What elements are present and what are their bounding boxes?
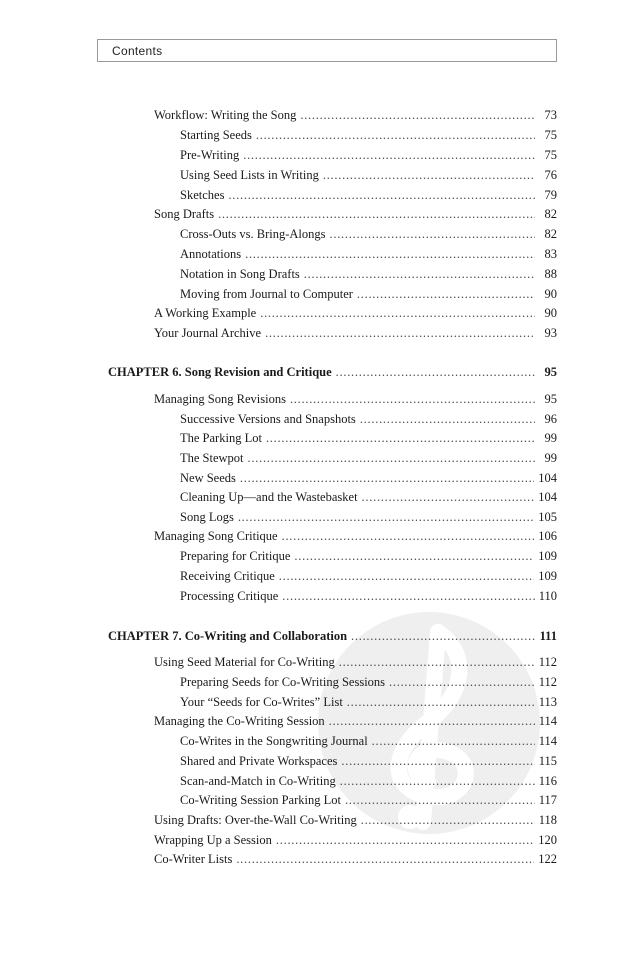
toc-entry-page: 113 bbox=[538, 695, 557, 709]
toc-entry bbox=[154, 304, 557, 322]
toc-entry-title: Using Drafts: Over-the-Wall Co-Writing bbox=[154, 813, 357, 827]
dot-leader bbox=[389, 673, 535, 691]
toc-entry bbox=[154, 527, 557, 545]
dot-leader bbox=[276, 831, 534, 849]
toc-entry bbox=[180, 567, 557, 585]
toc-entry bbox=[180, 410, 557, 428]
dot-leader bbox=[351, 627, 535, 645]
toc-entry bbox=[154, 811, 557, 829]
toc-entry-title: Your Journal Archive bbox=[154, 326, 262, 340]
dot-leader bbox=[294, 547, 534, 565]
toc-entry-page: 117 bbox=[538, 793, 557, 807]
toc-entry-page: 118 bbox=[538, 813, 557, 827]
dot-leader bbox=[361, 811, 535, 829]
toc-entry bbox=[180, 772, 557, 790]
toc-entry-title: Starting Seeds bbox=[180, 128, 252, 142]
toc-entry-page: 75 bbox=[544, 128, 557, 142]
toc-entry-title: Using Seed Lists in Writing bbox=[180, 168, 319, 182]
toc-entry-title: CHAPTER 7. Co-Writing and Collaboration bbox=[108, 629, 348, 643]
toc-entry-page: 112 bbox=[538, 675, 557, 689]
toc-entry-title: Preparing for Critique bbox=[180, 549, 291, 563]
toc-entry-title: Co-Writer Lists bbox=[154, 852, 233, 866]
toc-entry-title: Processing Critique bbox=[180, 589, 279, 603]
toc-entry bbox=[154, 205, 557, 223]
dot-leader bbox=[248, 449, 535, 467]
toc-entry-page: 110 bbox=[538, 589, 557, 603]
toc-entry-title: Song Logs bbox=[180, 510, 234, 524]
toc-entry-title: Managing Song Critique bbox=[154, 529, 278, 543]
toc-entry-page: 99 bbox=[544, 431, 557, 445]
toc-entry-page: 75 bbox=[544, 148, 557, 162]
toc-entry-page: 112 bbox=[538, 655, 557, 669]
toc-entry-title: Cross-Outs vs. Bring-Alongs bbox=[180, 227, 326, 241]
dot-leader bbox=[228, 186, 535, 204]
dot-leader bbox=[256, 126, 535, 144]
dot-leader bbox=[345, 791, 535, 809]
toc-entry-page: 122 bbox=[538, 852, 557, 866]
toc-entry-title: New Seeds bbox=[180, 471, 236, 485]
toc-entry bbox=[180, 508, 557, 526]
toc-entry-title: Preparing Seeds for Co-Writing Sessions bbox=[180, 675, 386, 689]
dot-leader bbox=[336, 363, 535, 381]
toc-entry bbox=[180, 673, 557, 691]
dot-leader bbox=[330, 225, 536, 243]
toc-entry-title: Co-Writes in the Songwriting Journal bbox=[180, 734, 368, 748]
dot-leader bbox=[236, 850, 534, 868]
toc-entry bbox=[154, 712, 557, 730]
dot-leader bbox=[243, 146, 535, 164]
dot-leader bbox=[279, 567, 534, 585]
dot-leader bbox=[265, 324, 535, 342]
toc-entry-page: 88 bbox=[544, 267, 557, 281]
toc-entry bbox=[180, 547, 557, 565]
toc-entry-title: Managing the Co-Writing Session bbox=[154, 714, 325, 728]
toc-entry bbox=[180, 245, 557, 263]
toc-entry-page: 82 bbox=[544, 227, 557, 241]
toc-entry-title: Managing Song Revisions bbox=[154, 392, 286, 406]
dot-leader bbox=[218, 205, 535, 223]
toc-entry-page: 93 bbox=[544, 326, 557, 340]
toc-entry-page: 120 bbox=[538, 833, 557, 847]
toc-entry bbox=[154, 653, 557, 671]
toc-entry bbox=[180, 732, 557, 750]
dot-leader bbox=[372, 732, 535, 750]
toc-entry-page: 114 bbox=[538, 714, 557, 728]
toc-entry-title: Song Drafts bbox=[154, 207, 215, 221]
dot-leader bbox=[360, 410, 535, 428]
dot-leader bbox=[329, 712, 535, 730]
toc-entry bbox=[180, 791, 557, 809]
toc-entry-title: Annotations bbox=[180, 247, 242, 261]
toc-entry bbox=[154, 850, 557, 868]
toc-entry-page: 99 bbox=[544, 451, 557, 465]
toc-entry-page: 105 bbox=[538, 510, 557, 524]
dot-leader bbox=[290, 390, 535, 408]
dot-leader bbox=[347, 693, 535, 711]
toc-entry-title: Co-Writing Session Parking Lot bbox=[180, 793, 341, 807]
toc-entry bbox=[180, 587, 557, 605]
dot-leader bbox=[266, 429, 535, 447]
toc-entry-title: Notation in Song Drafts bbox=[180, 267, 300, 281]
toc-entry bbox=[180, 285, 557, 303]
toc-entry-title: Using Seed Material for Co-Writing bbox=[154, 655, 335, 669]
toc-entry bbox=[154, 831, 557, 849]
running-header-label: Contents bbox=[112, 44, 163, 58]
toc-chapter-entry bbox=[108, 627, 557, 645]
toc-entry-title: Pre-Writing bbox=[180, 148, 240, 162]
dot-leader bbox=[260, 304, 535, 322]
dot-leader bbox=[300, 106, 535, 124]
toc-entry-title: The Stewpot bbox=[180, 451, 244, 465]
toc-entry bbox=[180, 488, 557, 506]
dot-leader bbox=[357, 285, 535, 303]
toc-entry-page: 106 bbox=[538, 529, 557, 543]
toc-entry-page: 82 bbox=[544, 207, 557, 221]
toc-entry-page: 90 bbox=[544, 287, 557, 301]
toc-entry bbox=[154, 324, 557, 342]
toc-entry bbox=[154, 106, 557, 124]
toc-entry bbox=[180, 186, 557, 204]
toc-entry-page: 104 bbox=[538, 490, 557, 504]
toc-entry-title: Successive Versions and Snapshots bbox=[180, 412, 356, 426]
dot-leader bbox=[238, 508, 534, 526]
toc-entry-title: A Working Example bbox=[154, 306, 257, 320]
toc-entry-page: 116 bbox=[538, 774, 557, 788]
toc-entry-title: Scan-and-Match in Co-Writing bbox=[180, 774, 336, 788]
dot-leader bbox=[339, 653, 535, 671]
toc-entry-title: CHAPTER 6. Song Revision and Critique bbox=[108, 365, 332, 379]
toc-entry-page: 111 bbox=[539, 629, 557, 643]
toc-entry bbox=[180, 146, 557, 164]
toc-entry-page: 79 bbox=[544, 188, 557, 202]
toc-entry-page: 109 bbox=[538, 549, 557, 563]
toc-entry-page: 95 bbox=[544, 392, 557, 406]
toc-entry-title: Receiving Critique bbox=[180, 569, 275, 583]
dot-leader bbox=[340, 772, 535, 790]
toc-entry-title: Your “Seeds for Co-Writes” List bbox=[180, 695, 343, 709]
toc-entry-page: 76 bbox=[544, 168, 557, 182]
toc-entry bbox=[180, 752, 557, 770]
toc-entry-title: Moving from Journal to Computer bbox=[180, 287, 353, 301]
toc-entry-page: 104 bbox=[538, 471, 557, 485]
toc-entry-page: 73 bbox=[544, 108, 557, 122]
toc-entry-title: Shared and Private Workspaces bbox=[180, 754, 338, 768]
dot-leader bbox=[282, 587, 534, 605]
toc-entry bbox=[180, 429, 557, 447]
toc-entry-page: 109 bbox=[538, 569, 557, 583]
toc-entry-page: 83 bbox=[544, 247, 557, 261]
dot-leader bbox=[323, 166, 535, 184]
toc-entry bbox=[180, 126, 557, 144]
toc-entry bbox=[180, 693, 557, 711]
toc-entry bbox=[180, 166, 557, 184]
dot-leader bbox=[282, 527, 535, 545]
dot-leader bbox=[240, 469, 534, 487]
toc-entry-page: 115 bbox=[538, 754, 557, 768]
toc-entry-title: Sketches bbox=[180, 188, 225, 202]
toc-entry-page: 95 bbox=[544, 365, 557, 379]
dot-leader bbox=[245, 245, 535, 263]
dot-leader bbox=[341, 752, 534, 770]
toc-entry bbox=[154, 390, 557, 408]
toc-entry-title: The Parking Lot bbox=[180, 431, 262, 445]
toc-entry bbox=[180, 449, 557, 467]
toc-chapter-entry bbox=[108, 363, 557, 381]
toc-entry-page: 114 bbox=[538, 734, 557, 748]
toc-entry-page: 90 bbox=[544, 306, 557, 320]
toc-entry-title: Cleaning Up—and the Wastebasket bbox=[180, 490, 358, 504]
toc-entry bbox=[180, 265, 557, 283]
toc-entry bbox=[180, 469, 557, 487]
dot-leader bbox=[362, 488, 535, 506]
toc-entry-page: 96 bbox=[544, 412, 557, 426]
toc-entry-title: Wrapping Up a Session bbox=[154, 833, 272, 847]
dot-leader bbox=[304, 265, 535, 283]
toc-entry-title: Workflow: Writing the Song bbox=[154, 108, 297, 122]
toc-entry bbox=[180, 225, 557, 243]
